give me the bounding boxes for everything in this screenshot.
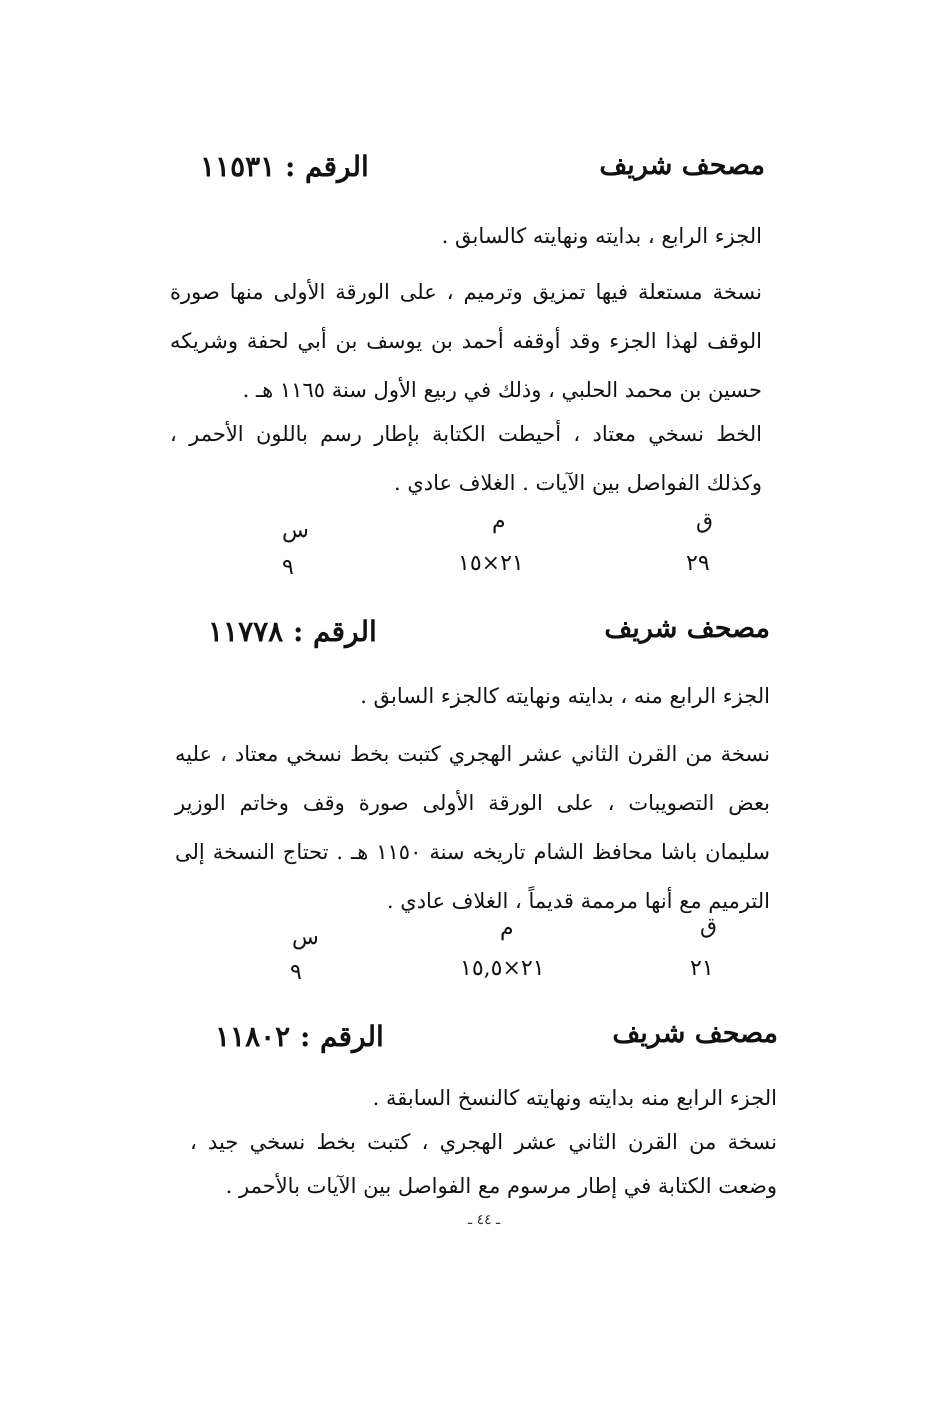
- page-number: ـ ٤٤ ـ: [468, 1212, 501, 1228]
- entry-paragraph: الخط نسخي معتاد ، أحيطت الكتابة بإطار رسم باللون الأحمر ، وكذلك الفواصل بين الآيات . الغلاف عادي .: [170, 422, 762, 495]
- entry-paragraph: الجزء الرابع منه بدايته ونهايته كالنسخ السابقة .: [372, 1086, 777, 1110]
- dims-value-q: ٢١: [690, 956, 714, 981]
- entry-paragraph: نسخة من القرن الثاني عشر الهجري ، كتبت بخط نسخي جيد ، وضعت الكتابة في إطار مرسوم مع الفواصل بين الآيات بالأحمر .: [190, 1130, 777, 1198]
- dims-value-s: ٩: [282, 555, 294, 580]
- dims-label-s: س: [292, 925, 319, 950]
- dims-value-s: ٩: [290, 960, 302, 985]
- entry-title: مصحف شريف: [599, 150, 765, 181]
- entry-number: الرقم : ١١٧٧٨: [208, 615, 377, 648]
- dims-value-m: ٢١×١٥,٥: [460, 956, 545, 981]
- dims-label-q: ق: [696, 509, 714, 534]
- entry-paragraph: نسخة من القرن الثاني عشر الهجري كتبت بخط نسخي معتاد ، عليه بعض التصويبات ، على الورقة الأولى صورة وقف وخاتم الوزير سليمان باشا محافظ الشام تاريخه سنة ١١٥٠ هـ . تحتاج النسخة إلى الترميم مع أنها مرممة قديماً ، الغلاف عادي .: [175, 742, 770, 913]
- dims-label-m: م: [500, 916, 514, 941]
- entry-number: الرقم : ١١٨٠٢: [215, 1020, 384, 1053]
- entry-paragraph: نسخة مستعلة فيها تمزيق وترميم ، على الورقة الأولى منها صورة الوقف لهذا الجزء وقد أوقفه أحمد بن يوسف بن أبي لحفة وشريكه حسين بن محمد الحلبي ، وذلك في ربيع الأول سنة ١١٦٥ هـ .: [170, 280, 762, 402]
- entry-paragraph: الجزء الرابع منه ، بدايته ونهايته كالجزء السابق .: [360, 684, 770, 708]
- dims-label-m: م: [492, 509, 506, 534]
- dims-value-m: ٢١×١٥: [458, 551, 524, 576]
- entry-title: مصحف شريف: [604, 613, 770, 644]
- entry-title: مصحف شريف: [612, 1018, 778, 1049]
- dims-label-q: ق: [700, 914, 718, 939]
- entry-paragraph: الجزء الرابع ، بدايته ونهايته كالسابق .: [441, 224, 762, 248]
- dims-value-q: ٢٩: [686, 551, 710, 576]
- dims-label-s: س: [282, 518, 309, 543]
- entry-number: الرقم : ١١٥٣١: [200, 150, 369, 183]
